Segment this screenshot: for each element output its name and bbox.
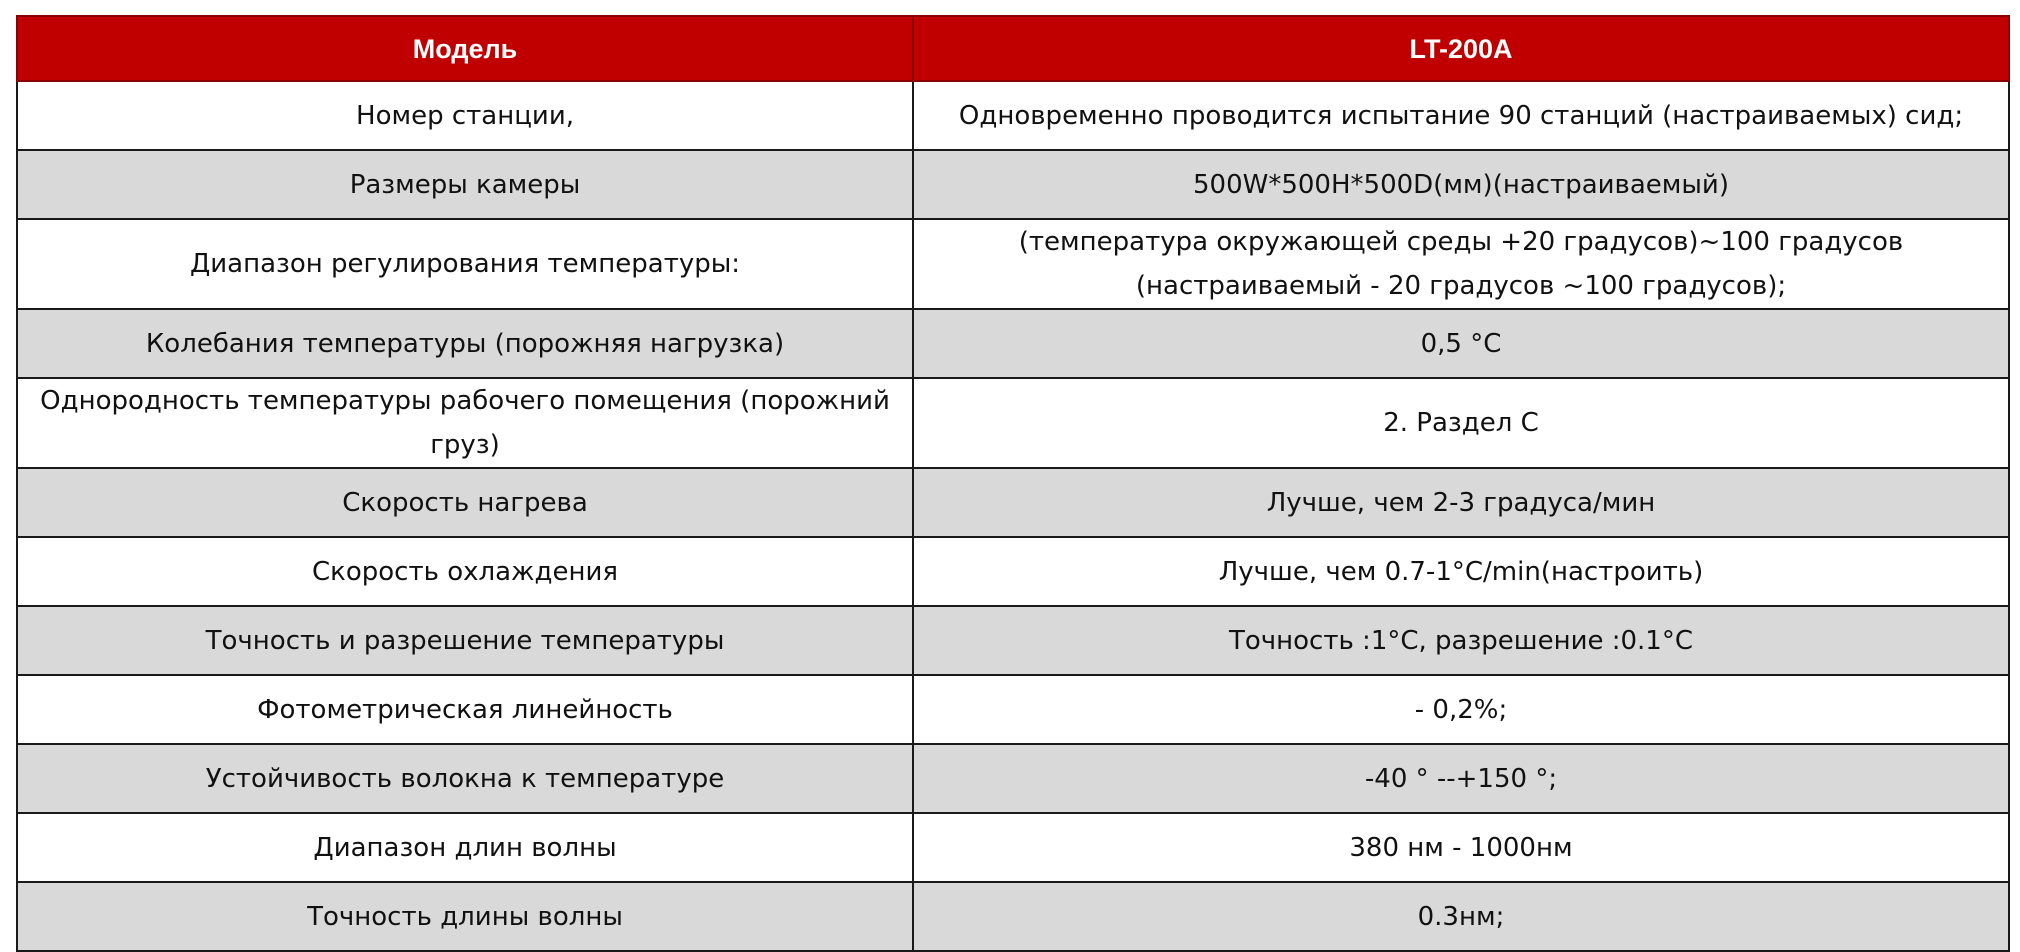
param-cell: Однородность температуры рабочего помещения (порожний груз) [17, 378, 913, 468]
table-row [17, 606, 2009, 675]
spec-table [16, 15, 2010, 952]
value-cell: 2. Раздел С [913, 378, 2009, 468]
value-cell: -40 ° --+150 °; [913, 744, 2009, 813]
header-row [17, 16, 2009, 81]
table-row [17, 150, 2009, 219]
value-cell: - 0,2%; [913, 675, 2009, 744]
value-cell: 500W*500H*500D(мм)(настраиваемый) [913, 150, 2009, 219]
table-row [17, 81, 2009, 150]
value-cell: 0.3нм; [913, 882, 2009, 951]
value-cell: Лучше, чем 2-3 градуса/мин [913, 468, 2009, 537]
param-cell: Диапазон длин волны [17, 813, 913, 882]
header-model-value: LT-200A [913, 16, 2009, 81]
table-row [17, 813, 2009, 882]
value-cell: Точность :1°C, разрешение :0.1°C [913, 606, 2009, 675]
table-row [17, 882, 2009, 951]
param-cell: Скорость нагрева [17, 468, 913, 537]
param-cell: Диапазон регулирования температуры: [17, 219, 913, 309]
param-cell: Размеры камеры [17, 150, 913, 219]
param-cell: Фотометрическая линейность [17, 675, 913, 744]
table-row [17, 675, 2009, 744]
value-cell: Одновременно проводится испытание 90 станций (настраиваемых) сид; [913, 81, 2009, 150]
value-cell: (температура окружающей среды +20 градусов)~100 градусов (настраиваемый - 20 градусов ~100 градусов); [913, 219, 2009, 309]
table-row [17, 744, 2009, 813]
param-cell: Номер станции, [17, 81, 913, 150]
table-row [17, 309, 2009, 378]
table-row [17, 468, 2009, 537]
value-cell: Лучше, чем 0.7-1°C/min(настроить) [913, 537, 2009, 606]
param-cell: Точность и разрешение температуры [17, 606, 913, 675]
param-cell: Точность длины волны [17, 882, 913, 951]
param-cell: Устойчивость волокна к температуре [17, 744, 913, 813]
table-row [17, 537, 2009, 606]
value-cell: 0,5 °C [913, 309, 2009, 378]
header-model-label: Модель [17, 16, 913, 81]
table-row [17, 378, 2009, 468]
table-row [17, 219, 2009, 309]
param-cell: Скорость охлаждения [17, 537, 913, 606]
value-cell: 380 нм - 1000нм [913, 813, 2009, 882]
param-cell: Колебания температуры (порожняя нагрузка) [17, 309, 913, 378]
